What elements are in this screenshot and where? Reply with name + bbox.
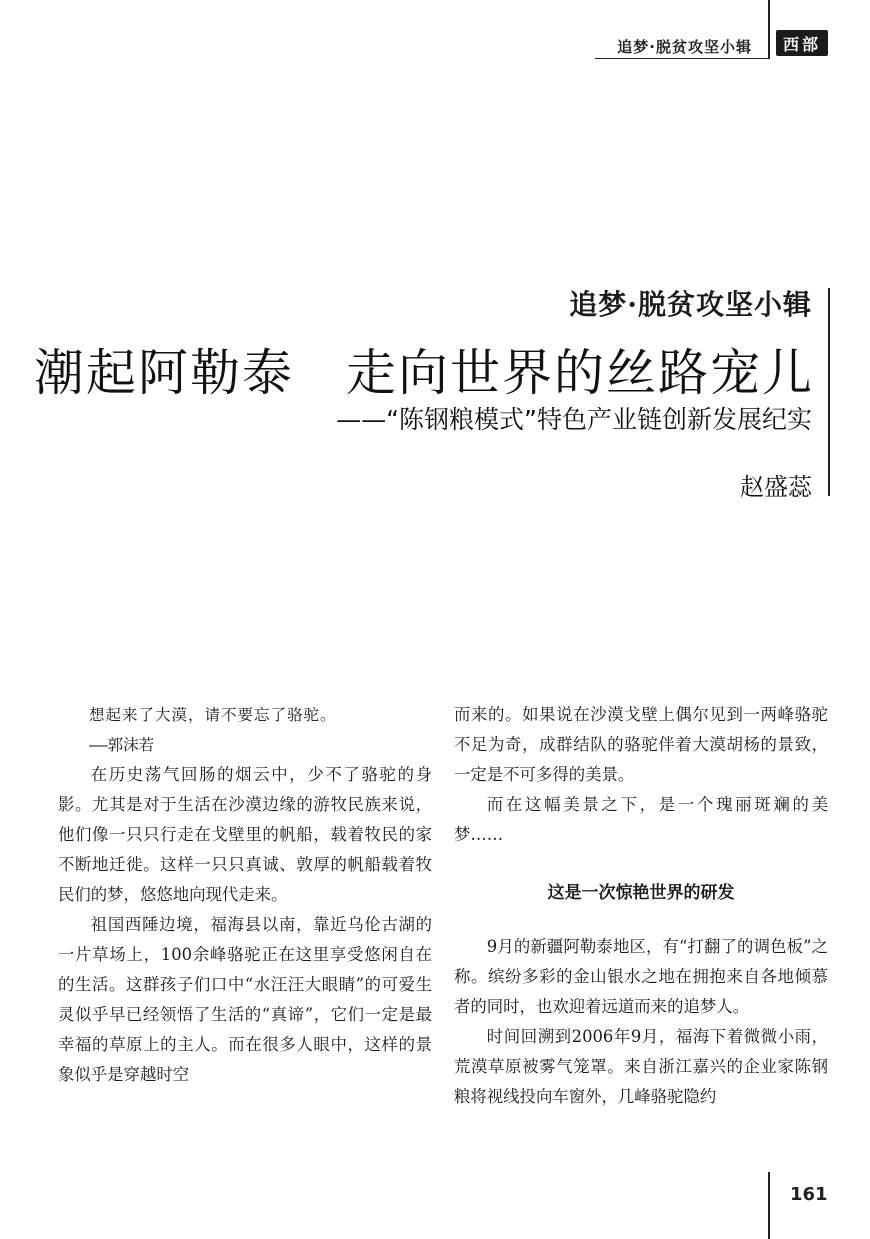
article-title: 潮起阿勒泰 走向世界的丝路宠儿 [34, 344, 814, 402]
body-paragraph: 在历史荡气回肠的烟云中，少不了骆驼的身影。尤其是对于生活在沙漠边缘的游牧民族来说，他们像一只只行走在戈壁里的帆船，载着牧民的家不断地迁徙。这样一只只真诚、敦厚的帆船载着牧民们的梦，悠悠地向现代走来。 [58, 765, 432, 904]
body-paragraph: 祖国西陲边境，福海县以南，靠近乌伦古湖的一片草场上，100余峰骆驼正在这里享受悠闲自在的生活。这群孩子们口中“水汪汪大眼睛”的可爱生灵似乎早已经领悟了生活的“真谛”，它们一定是最幸福的草原上的主人。而在很多人眼中，这样的景象似乎是穿越时空 [58, 915, 432, 1084]
right-column [454, 700, 828, 1112]
body-paragraph: 而在这幅美景之下，是一个瑰丽斑斓的美梦…… [454, 795, 828, 844]
column-kicker: 追梦·脱贫攻坚小辑 [569, 288, 812, 321]
footer-divider [768, 1172, 770, 1239]
body-paragraph: 时间回溯到2006年9月，福海下着微微小雨，荒漠草原被雾气笼罩。来自浙江嘉兴的企业家陈钢粮将视线投向车窗外，几峰骆驼隐约 [454, 1027, 828, 1106]
magazine-logo: 西部 [776, 30, 828, 56]
article-author: 赵盛蕊 [740, 473, 812, 501]
epigraph-text: 想起来了大漠，请不要忘了骆驼。 [89, 706, 337, 724]
header-divider [768, 0, 770, 58]
body-paragraph: 9月的新疆阿勒泰地区，有“打翻了的调色板”之称。缤纷多彩的金山银水之地在拥抱来自各地倾慕者的同时，也欢迎着远道而来的追梦人。 [454, 937, 828, 1016]
title-divider [828, 288, 830, 496]
section-heading: 这是一次惊艳世界的研发 [547, 883, 735, 903]
article-subtitle: ——“陈钢粮模式”特色产业链创新发展纪实 [336, 405, 812, 434]
page-number: 161 [790, 1184, 828, 1205]
running-header: 追梦·脱贫攻坚小辑 [617, 38, 752, 56]
header-underline [595, 58, 770, 59]
left-column [58, 700, 432, 1090]
epigraph-source: ——郭沫若 [89, 736, 155, 754]
body-paragraph-continued: 而来的。如果说在沙漠戈壁上偶尔见到一两峰骆驼不足为奇，成群结队的骆驼伴着大漠胡杨的景致，一定是不可多得的美景。 [454, 705, 828, 784]
